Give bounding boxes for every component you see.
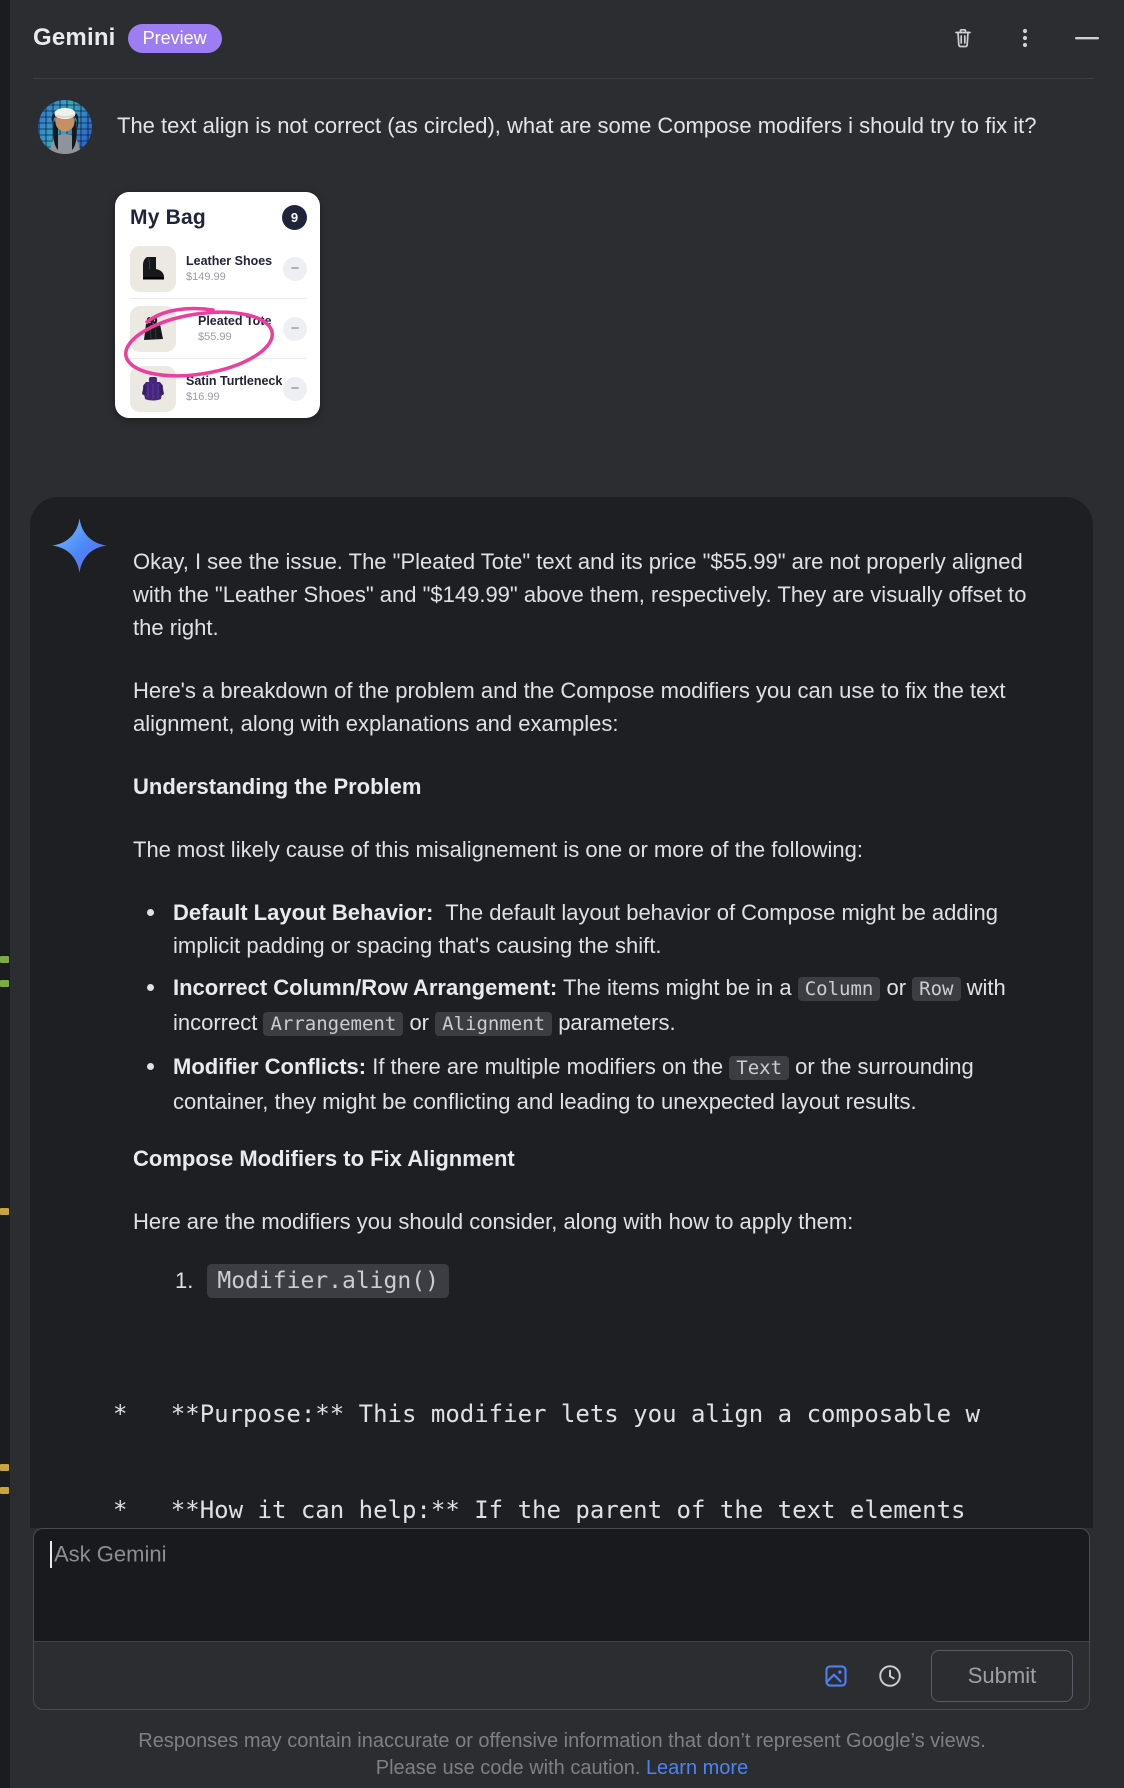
gutter-mark-green [0, 980, 9, 987]
trash-icon[interactable] [950, 25, 976, 51]
bag-title: My Bag [130, 205, 206, 229]
response-heading: Understanding the Problem [133, 774, 422, 799]
gemini-response [30, 497, 1093, 1528]
remove-item-button[interactable]: − [283, 257, 307, 281]
gutter-mark-yellow [0, 1464, 9, 1471]
response-paragraph: The most likely cause of this misalignement is one or more of the following: [133, 837, 863, 862]
gutter-mark-yellow [0, 1208, 9, 1215]
bag-item-leather-shoes [130, 240, 307, 297]
image-icon[interactable] [823, 1663, 849, 1689]
leather-shoes-image [130, 246, 176, 292]
item-price: $16.99 [186, 391, 220, 403]
gutter-mark-green [0, 956, 9, 963]
user-avatar [38, 100, 92, 154]
user-message: The text align is not correct (as circled), what are some Compose modifers i should try to fix it? [117, 113, 1037, 138]
item-divider [130, 298, 307, 299]
pleated-tote-image [130, 306, 176, 352]
bag-count-badge: 9 [282, 205, 307, 230]
response-bullet-list [133, 896, 1063, 1118]
editor-edge-strip [0, 0, 10, 1788]
learn-more-link[interactable]: Learn more [645, 1757, 749, 1779]
minimize-icon[interactable] [1074, 25, 1100, 51]
response-numbered-list [133, 1268, 1063, 1294]
prompt-input[interactable] [34, 1529, 1089, 1641]
disclaimer-line2: Please use code with caution. Learn more [375, 1757, 749, 1779]
response-paragraph: Here are the modifiers you should consider, along with how to apply them: [133, 1209, 854, 1234]
text-cursor [50, 1541, 52, 1568]
header-actions [950, 25, 1100, 51]
header-divider [33, 78, 1094, 79]
item-price: $55.99 [198, 331, 232, 343]
preview-badge: Preview [128, 24, 222, 53]
gutter-mark-yellow [0, 1487, 9, 1494]
bullet-item: Incorrect Column/Row Arrangement: The items might be in a Column or Row with incorrect Arrangement or Alignment parameters. [133, 971, 1063, 1041]
attached-screenshot-my-bag [115, 192, 320, 418]
response-paragraph: Here's a breakdown of the problem and the Compose modifiers you can use to fix the text alignment, along with explanations and examples: [133, 678, 1006, 736]
bag-item-satin-turtleneck [130, 360, 307, 417]
inline-code-chip: Modifier.align() [207, 1264, 449, 1298]
bullet-item: Default Layout Behavior: The default layout behavior of Compose might be adding implicit padding or spacing that's causing the shift. [133, 896, 1063, 962]
item-divider [130, 358, 307, 359]
kebab-menu-icon[interactable] [1012, 25, 1038, 51]
item-name: Leather Shoes [186, 254, 273, 268]
item-price: $149.99 [186, 271, 226, 283]
prompt-input-container [33, 1528, 1090, 1710]
submit-button[interactable]: Submit [931, 1650, 1073, 1702]
raw-markdown-block: * **Purpose:** This modifier lets you align a composable w * **How it can help:** If the parent of the text elements [113, 1400, 980, 1524]
prompt-toolbar [34, 1641, 1089, 1709]
remove-item-button[interactable]: − [283, 317, 307, 341]
item-name: Satin Turtleneck [186, 374, 283, 388]
response-paragraph: Okay, I see the issue. The "Pleated Tote" text and its price "$55.99" are not properly aligned with the "Leather Shoes" and "$149.99" above them, respectively. They are visually offset to the right. [133, 549, 1027, 640]
prompt-placeholder: Ask Gemini [54, 1541, 167, 1567]
gemini-sparkle-icon [51, 517, 108, 574]
disclaimer-line1: Responses may contain inaccurate or offensive information that don’t represent Google’s views. [138, 1730, 986, 1752]
disclaimer [0, 1728, 1124, 1782]
panel-header [33, 14, 1100, 62]
panel-title: Gemini [33, 24, 116, 51]
bullet-item: Modifier Conflicts: If there are multiple modifiers on the Text or the surrounding container, they might be conflicting and leading to unexpected layout results. [133, 1050, 1063, 1118]
bag-item-pleated-tote [130, 300, 307, 357]
list-number: 1. [175, 1268, 194, 1293]
remove-item-button[interactable]: − [283, 377, 307, 401]
clock-icon[interactable] [877, 1663, 903, 1689]
response-heading: Compose Modifiers to Fix Alignment [133, 1146, 515, 1171]
item-name: Pleated Tote [198, 314, 272, 328]
satin-turtleneck-image [130, 366, 176, 412]
